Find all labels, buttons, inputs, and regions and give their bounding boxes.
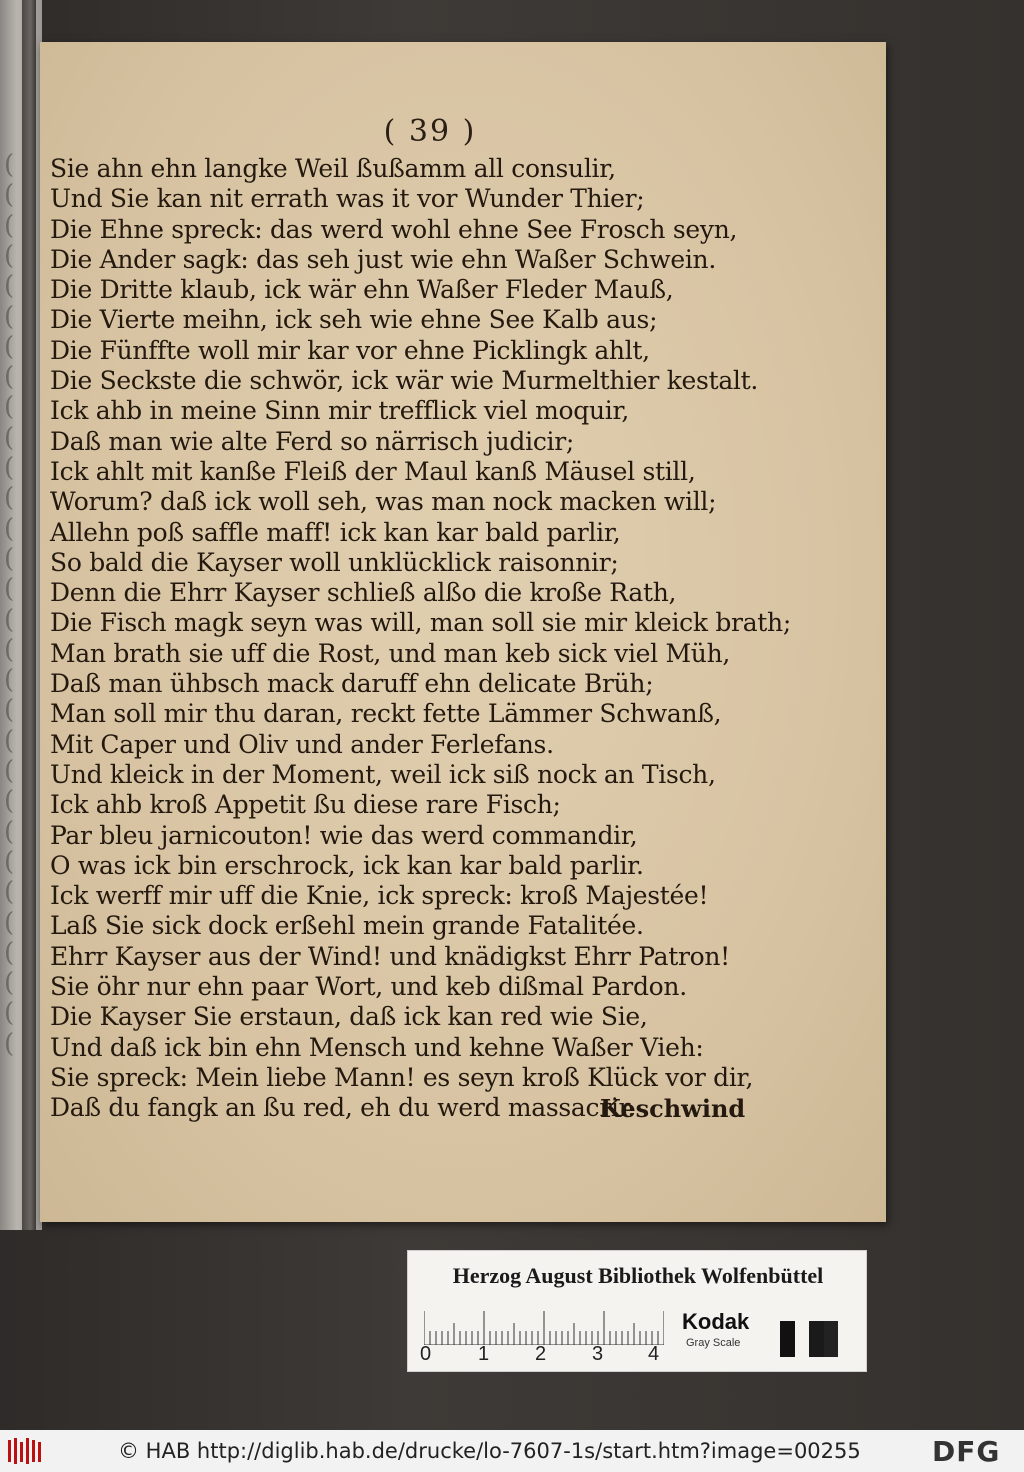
ruler-number: 3 xyxy=(592,1343,604,1365)
spine-glyph: ( xyxy=(4,210,15,241)
gray-scale-label: Gray Scale xyxy=(686,1337,741,1349)
verse-line: Die Fisch magk seyn was will, man soll sie mir kleick brath; xyxy=(50,608,791,638)
book-page xyxy=(40,42,886,1222)
verse-line: Und kleick in der Moment, weil ick siß nock an Tisch, xyxy=(50,759,716,789)
spine-glyph: ( xyxy=(4,392,15,423)
verse-line: O was ick bin erschrock, ick kan kar bald parlir. xyxy=(50,850,644,880)
spine-glyph: ( xyxy=(4,1028,15,1059)
ruler-icon xyxy=(424,1309,664,1345)
verse-line: Daß man wie alte Ferd so närrisch judicir; xyxy=(50,426,574,456)
spine-glyph: ( xyxy=(4,604,15,635)
verse-line: Ick ahlt mit kanße Fleiß der Maul kanß Mäusel still, xyxy=(50,456,696,486)
verse-line: Ick ahb kroß Appetit ßu diese rare Fisch; xyxy=(50,790,561,820)
footer-bar xyxy=(0,1430,1024,1472)
spine-glyph: ( xyxy=(4,513,15,544)
spine-glyph: ( xyxy=(4,968,15,999)
verse-line: Ick ahb in meine Sinn mir trefflick viel moquir, xyxy=(50,396,630,426)
spine-glyph: ( xyxy=(4,362,15,393)
verse-line: Die Kayser Sie erstaun, daß ick kan red wie Sie, xyxy=(50,1002,648,1032)
spine-glyph: ( xyxy=(4,998,15,1029)
spine-glyph: ( xyxy=(4,483,15,514)
verse-line: Daß man ühbsch mack daruff ehn delicate Brüh; xyxy=(50,669,654,699)
verse-line: Laß Sie sick dock erßehl mein grande Fatalitée. xyxy=(50,911,644,941)
spine-glyph: ( xyxy=(4,240,15,271)
verse-line: Man brath sie uff die Rost, und man keb sick viel Müh, xyxy=(50,638,731,668)
verse-line: Die Vierte meihn, ick seh wie ehne See Kalb aus; xyxy=(50,305,658,335)
ruler-number: 4 xyxy=(648,1343,660,1365)
spine-glyph: ( xyxy=(4,150,15,180)
spine-glyph: ( xyxy=(4,937,15,968)
spine-glyph: ( xyxy=(4,846,15,877)
verse-line: Und daß ick bin ehn Mensch und kehne Waßer Vieh: xyxy=(50,1032,704,1062)
spine-glyph: ( xyxy=(4,907,15,938)
verse-line: Die Fünffte woll mir kar vor ehne Picklingk ahlt, xyxy=(50,335,650,365)
kodak-logo: Kodak xyxy=(682,1309,750,1334)
verse-line: Ick werff mir uff die Knie, ick spreck: kroß Majestée! xyxy=(50,881,709,911)
verse-line: Man soll mir thu daran, reckt fette Lämmer Schwanß, xyxy=(50,699,722,729)
spine-glyph: ( xyxy=(4,695,15,726)
verse-line: Die Seckste die schwör, ick wär wie Murmelthier kestalt. xyxy=(50,366,759,396)
verse-line: Und Sie kan nit errath was it vor Wunder Thier; xyxy=(50,184,645,214)
verse-line: Mit Caper und Oliv und ander Ferlefans. xyxy=(50,729,554,759)
verse-line: Ehrr Kayser aus der Wind! und knädigkst Ehrr Patron! xyxy=(50,941,730,971)
library-name: Herzog August Bibliothek Wolfenbüttel xyxy=(452,1263,824,1288)
verse-line: Die Dritte klaub, ick wär ehn Waßer Fleder Mauß, xyxy=(50,275,674,305)
spine-glyph: ( xyxy=(4,271,15,302)
verse-line: Par bleu jarnicouton! wie das werd commandir, xyxy=(50,820,638,850)
spine-glyph: ( xyxy=(4,877,15,908)
spine-glyph: ( xyxy=(4,725,15,756)
spine-glyph: ( xyxy=(4,301,15,332)
gray-scale-card xyxy=(407,1250,867,1372)
ruler-number: 2 xyxy=(535,1343,547,1365)
verse-text xyxy=(50,154,850,1124)
verse-line: Die Ehne spreck: das werd wohl ehne See Frosch seyn, xyxy=(50,214,738,244)
spine-glyph: ( xyxy=(4,786,15,817)
spine-glyph: ( xyxy=(4,634,15,665)
spine-glyph: ( xyxy=(4,665,15,696)
spine-glyph: ( xyxy=(4,756,15,786)
gray-scale-patches xyxy=(780,1321,838,1357)
catchword: Keschwind xyxy=(600,1094,746,1123)
verse-line: So bald die Kayser woll unklücklick raisonnir; xyxy=(50,547,619,577)
verse-line: Die Ander sagk: das seh just wie ehn Waßer Schwein. xyxy=(50,244,716,274)
verse-line: Worum? daß ick woll seh, was man nock macken will; xyxy=(50,487,717,517)
spine-glyph: ( xyxy=(4,180,15,211)
page-number: ( 39 ) xyxy=(383,114,477,149)
dfg-logo: DFG xyxy=(932,1435,1001,1468)
spine-glyph: ( xyxy=(4,574,15,605)
verse-line: Sie ahn ehn langke Weil ßußamm all consulir, xyxy=(50,154,616,183)
verse-line: Allehn poß saffle maff! ick kan kar bald parlir, xyxy=(50,517,621,547)
spine-glyph: ( xyxy=(4,816,15,847)
spine-glyph: ( xyxy=(4,331,15,362)
ruler-number: 1 xyxy=(478,1343,490,1365)
ruler-number: 0 xyxy=(420,1343,432,1365)
verse-line: Sie spreck: Mein liebe Mann! es seyn kroß Klück vor dir, xyxy=(50,1062,754,1092)
hab-logo-icon xyxy=(6,1436,46,1466)
spine-glyph: ( xyxy=(4,543,15,574)
copyright-link[interactable]: © HAB http://diglib.hab.de/drucke/lo-7607-1s/start.htm?image=00255 xyxy=(118,1439,861,1463)
spine-glyph: ( xyxy=(4,422,15,453)
spine-glyph: ( xyxy=(4,453,15,483)
verse-line: Daß du fangk an ßu red, eh du werd massacrir. xyxy=(50,1093,636,1123)
verse-line: Sie öhr nur ehn paar Wort, und keb dißmal Pardon. xyxy=(50,972,687,1002)
verse-line: Denn die Ehrr Kayser schließ alßo die kroße Rath, xyxy=(50,578,677,608)
